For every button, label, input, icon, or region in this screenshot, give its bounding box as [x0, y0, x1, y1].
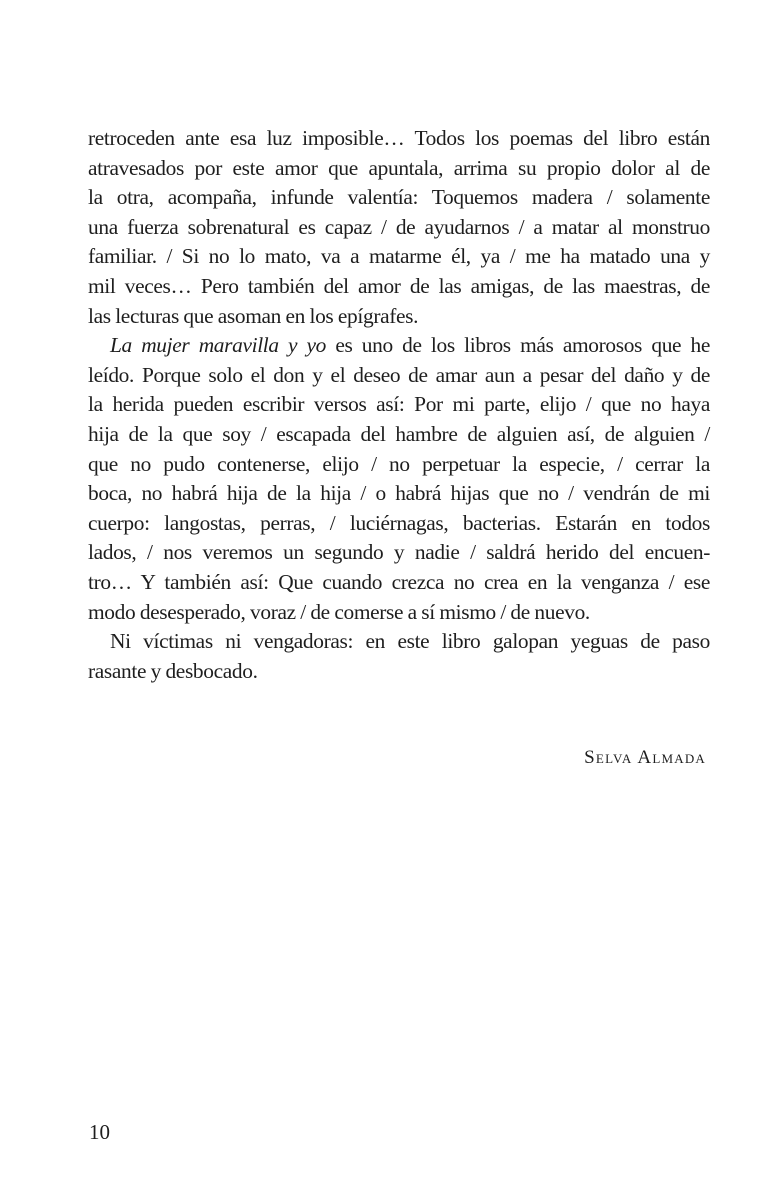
text-line: mil veces… Pero también del amor de las amigas, de las maestras, de [88, 273, 710, 298]
paragraph-2 [88, 331, 710, 627]
text-line: las lecturas que asoman en los epígrafes. [88, 303, 419, 328]
body-text [88, 124, 710, 686]
text-line: modo desesperado, voraz / de comerse a sí mismo / de nuevo. [88, 599, 590, 624]
book-title: La mujer maravilla y yo [110, 333, 326, 358]
text-line: tro… Y también así: Que cuando crezca no crea en la venganza / ese [88, 569, 710, 594]
text-line: una fuerza sobrenatural es capaz / de ayudarnos / a matar al monstruo [88, 214, 710, 239]
paragraph-3 [88, 627, 710, 686]
page-number: 10 [89, 1120, 110, 1144]
text-line: atravesados por este amor que apuntala, arrima su propio dolor al de [88, 155, 710, 180]
paragraph-1 [88, 124, 710, 331]
text-line: hija de la que soy / escapada del hambre de alguien así, de alguien / [88, 421, 710, 446]
text-line: rasante y desbocado. [88, 658, 258, 683]
text-line [88, 331, 710, 361]
text-span: es uno de los libros más amorosos que he [326, 333, 710, 358]
text-line: lados, / nos veremos un segundo y nadie / saldrá herido del encuen- [88, 540, 710, 565]
text-line: retroceden ante esa luz imposible… Todos los poemas del libro están [88, 126, 710, 150]
text-line: la otra, acompaña, infunde valentía: Toquemos madera / solamente [88, 185, 710, 210]
text-line: boca, no habrá hija de la hija / o habrá hijas que no / vendrán de mi [88, 481, 710, 506]
text-line: la herida pueden escribir versos así: Por mi parte, elijo / que no haya [88, 392, 710, 417]
text-line: que no pudo contenerse, elijo / no perpetuar la especie, / cerrar la [88, 451, 710, 476]
text-line: familiar. / Si no lo mato, va a matarme él, ya / me ha matado una y [88, 244, 710, 269]
text-line: cuerpo: langostas, perras, / luciérnagas, bacterias. Estarán en todos [88, 510, 710, 535]
text-line: Ni víctimas ni vengadoras: en este libro galopan yeguas de paso [110, 629, 710, 654]
author-signature: Selva Almada [584, 747, 706, 768]
text-line: leído. Porque solo el don y el deseo de amar aun a pesar del daño y de [88, 362, 710, 387]
